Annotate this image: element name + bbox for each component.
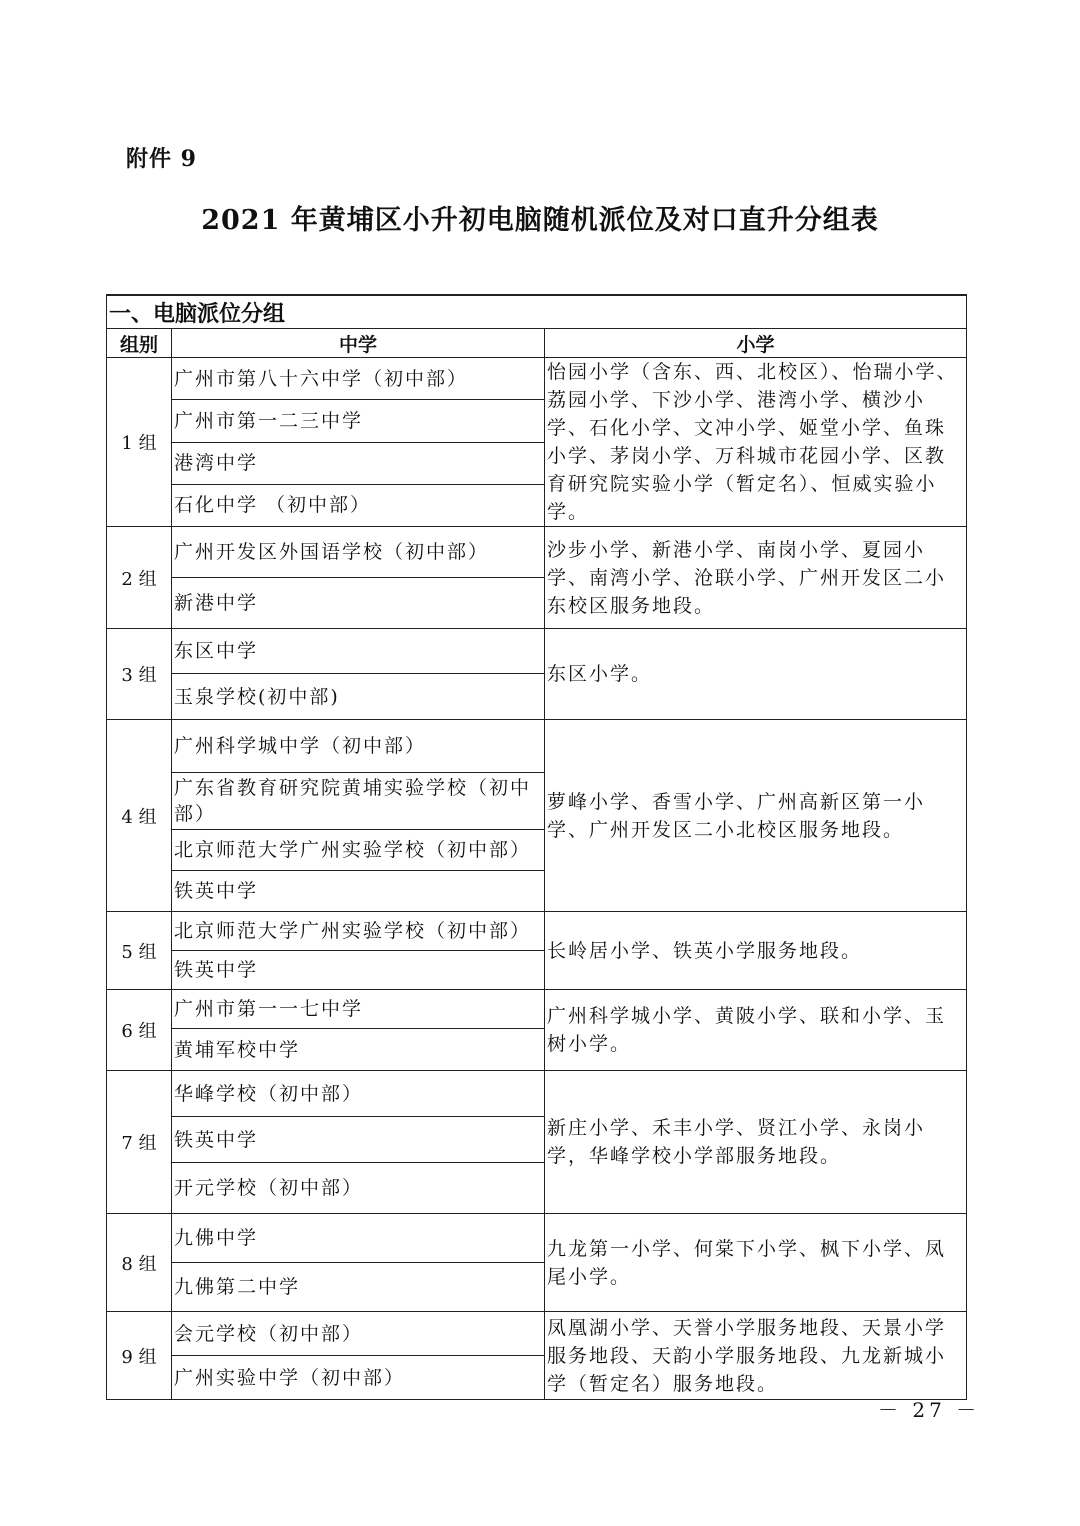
middle-school-cell: 广州市第一一七中学 bbox=[172, 990, 545, 1029]
middle-school-cell: 广州开发区外国语学校（初中部） bbox=[172, 527, 545, 578]
group-label: 3 组 bbox=[107, 629, 172, 720]
group-label: 6 组 bbox=[107, 990, 172, 1071]
primary-schools-cell: 怡园小学（含东、西、北校区）、怡瑞小学、荔园小学、下沙小学、港湾小学、横沙小学、石化小学、文冲小学、姬堂小学、鱼珠小学、茅岗小学、万科城市花园小学、区教育研究院实验小学（暂定名）、恒威实验小学。 bbox=[545, 358, 967, 527]
header-group: 组别 bbox=[107, 329, 172, 358]
table-row bbox=[107, 720, 967, 773]
primary-schools-cell: 九龙第一小学、何棠下小学、枫下小学、凤尾小学。 bbox=[545, 1214, 967, 1312]
table-row bbox=[107, 1071, 967, 1117]
middle-school-cell: 东区中学 bbox=[172, 629, 545, 674]
primary-schools-cell: 长岭居小学、铁英小学服务地段。 bbox=[545, 912, 967, 990]
group-label: 1 组 bbox=[107, 358, 172, 527]
primary-schools-cell: 广州科学城小学、黄陂小学、联和小学、玉树小学。 bbox=[545, 990, 967, 1071]
middle-school-cell: 石化中学 （初中部） bbox=[172, 484, 545, 526]
middle-school-cell: 港湾中学 bbox=[172, 442, 545, 484]
primary-schools-cell: 沙步小学、新港小学、南岗小学、夏园小学、南湾小学、沧联小学、广州开发区二小东校区服务地段。 bbox=[545, 527, 967, 629]
middle-school-cell: 广州实验中学（初中部） bbox=[172, 1356, 545, 1400]
middle-school-cell: 九佛中学 bbox=[172, 1214, 545, 1263]
grouping-table bbox=[106, 294, 967, 1400]
group-label: 2 组 bbox=[107, 527, 172, 629]
middle-school-cell: 新港中学 bbox=[172, 578, 545, 629]
table-row bbox=[107, 990, 967, 1029]
group-label: 5 组 bbox=[107, 912, 172, 990]
primary-schools-cell: 凤凰湖小学、天誉小学服务地段、天景小学服务地段、天韵小学服务地段、九龙新城小学（暂定名）服务地段。 bbox=[545, 1312, 967, 1400]
middle-school-cell: 铁英中学 bbox=[172, 951, 545, 990]
page-title: 2021 年黄埔区小升初电脑随机派位及对口直升分组表 bbox=[201, 205, 879, 236]
header-middle-school: 中学 bbox=[172, 329, 545, 358]
group-label: 7 组 bbox=[107, 1071, 172, 1214]
group-label: 9 组 bbox=[107, 1312, 172, 1400]
middle-school-cell: 广州科学城中学（初中部） bbox=[172, 720, 545, 773]
table-row bbox=[107, 1214, 967, 1263]
middle-school-cell: 北京师范大学广州实验学校（初中部） bbox=[172, 830, 545, 871]
group-label: 8 组 bbox=[107, 1214, 172, 1312]
table-row bbox=[107, 912, 967, 951]
middle-school-cell: 玉泉学校(初中部) bbox=[172, 674, 545, 720]
middle-school-cell: 黄埔军校中学 bbox=[172, 1029, 545, 1071]
middle-school-cell: 广东省教育研究院黄埔实验学校（初中部） bbox=[172, 773, 545, 830]
middle-school-cell: 广州市第一二三中学 bbox=[172, 400, 545, 442]
header-primary-school: 小学 bbox=[545, 329, 967, 358]
middle-school-cell: 开元学校（初中部） bbox=[172, 1163, 545, 1214]
group-label: 4 组 bbox=[107, 720, 172, 912]
primary-schools-cell: 新庄小学、禾丰小学、贤江小学、永岗小学，华峰学校小学部服务地段。 bbox=[545, 1071, 967, 1214]
primary-schools-cell: 萝峰小学、香雪小学、广州高新区第一小学、广州开发区二小北校区服务地段。 bbox=[545, 720, 967, 912]
middle-school-cell: 九佛第二中学 bbox=[172, 1263, 545, 1312]
middle-school-cell: 华峰学校（初中部） bbox=[172, 1071, 545, 1117]
middle-school-cell: 北京师范大学广州实验学校（初中部） bbox=[172, 912, 545, 951]
middle-school-cell: 广州市第八十六中学（初中部） bbox=[172, 358, 545, 400]
section-heading: 一、电脑派位分组 bbox=[107, 295, 967, 329]
attachment-label: 附件 9 bbox=[126, 146, 197, 172]
middle-school-cell: 铁英中学 bbox=[172, 871, 545, 912]
middle-school-cell: 铁英中学 bbox=[172, 1117, 545, 1163]
table-row bbox=[107, 527, 967, 578]
middle-school-cell: 会元学校（初中部） bbox=[172, 1312, 545, 1356]
primary-schools-cell: 东区小学。 bbox=[545, 629, 967, 720]
table-row bbox=[107, 1312, 967, 1356]
table-row bbox=[107, 358, 967, 400]
table-row bbox=[107, 629, 967, 674]
page-number: － 27 － bbox=[878, 1398, 981, 1422]
